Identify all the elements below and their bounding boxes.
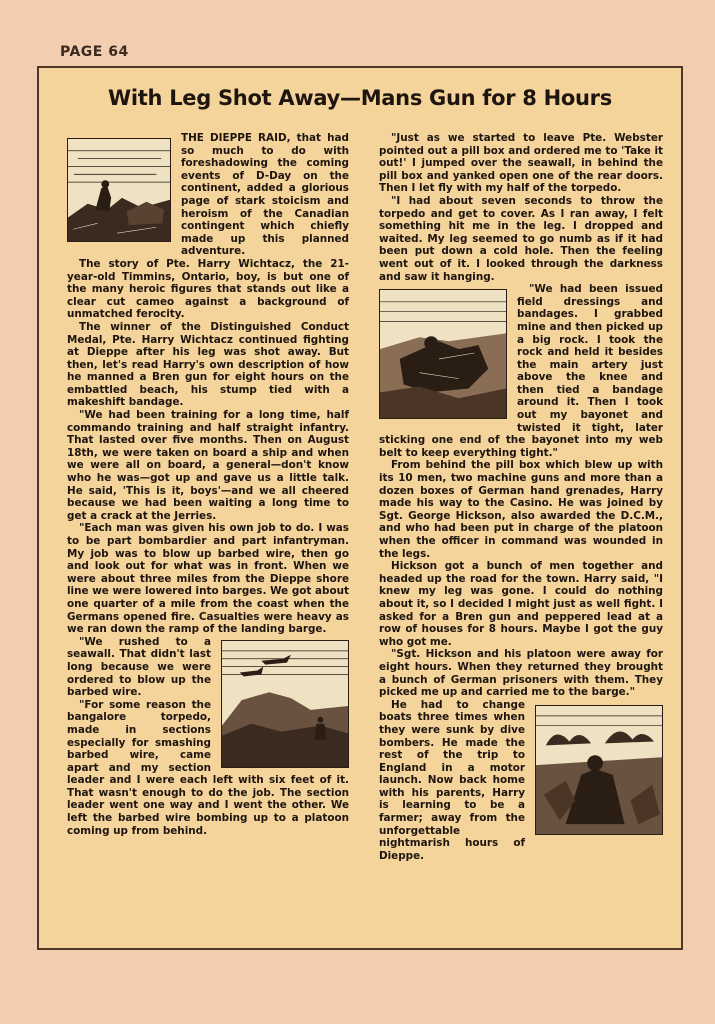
paragraph: "We had been training for a long time, half commando training and half straight infantry. That lasted over five months. Then on August 18th, we were taken on board a ship and when we were all on board, a general—don't know who he was—got up and gave us a little talk. He said, 'This is it, boys'—and we all cheered because we had been waiting a long time to get a crack at the Jerries. xyxy=(67,409,349,522)
paragraph: "Just as we started to leave Pte. Webster pointed out a pill box and ordered me to 'Take it out!' I jumped over the seawall, in behind the pill box and yanked open one of the rear doors. Then I let fly with my half of the torpedo. xyxy=(379,132,663,195)
illustration-soldier-rocks xyxy=(67,138,171,242)
illustration-wounded-soldier xyxy=(379,289,507,419)
right-column xyxy=(379,132,663,862)
paragraph: "We rushed to a seawall. That didn't last long because we were ordered to blow up the barbed wire. xyxy=(67,635,211,699)
paragraph: From behind the pill box which blew up with its 10 men, two machine guns and more than a dozen boxes of German hand grenades, Harry made his way to the Casino. He was joined by Sgt. George Hickson, also awarded the D.C.M., and who had been put in charge of the platoon when the officer in command was wounded in the legs. xyxy=(379,459,663,560)
paragraph: The winner of the Distinguished Conduct Medal, Pte. Harry Wichtacz continued fighting at Dieppe after his leg was shot away. But then, let's read Harry's own description of how he manned a Bren gun for eight hours on the embattled beach, his stump tied with a makeshift bandage. xyxy=(67,320,349,409)
paragraph: "We had been issued field dressings and bandages. I grabbed mine and then picked up a big rock. I took the rock and held it besides the main artery just above the knee and then tied a bandage around it. Then I took out my bayonet and twisted it tight, later sticking one end of the bayonet into my web belt to keep everything tight." xyxy=(379,283,663,459)
paragraph: Hickson got a bunch of men together and headed up the road for the town. Harry said, "I knew my leg was gone. I could do nothing about it, so I decided I might just as well fight. I asked for a Bren gun and peppered lead at a row of houses for 8 hours. Maybe I got the guy who got me. xyxy=(379,560,663,648)
article-panel xyxy=(37,66,683,950)
illustration-soldiers-trees xyxy=(535,705,663,835)
paragraph: "Sgt. Hickson and his platoon were away for eight hours. When they returned they brought a bunch of German prisoners with them. They picked me up and carried me to the barge." xyxy=(379,648,663,699)
left-column xyxy=(67,132,349,837)
page-number: PAGE 64 xyxy=(60,44,129,60)
article-headline: With Leg Shot Away—Mans Gun for 8 Hours xyxy=(108,86,612,110)
paragraph: THE DIEPPE RAID, that had so much to do with foreshadowing the coming events of D-Day on the continent, added a glorious page of stark stoicism and heroism of the Canadian contingent which chiefly made up this planned adventure. xyxy=(181,132,349,258)
paragraph: The story of Pte. Harry Wichtacz, the 21-year-old Timmins, Ontario, boy, is but one of the many heroic figures that stands out like a clear cut cameo against a background of unmatched ferocity. xyxy=(67,257,349,321)
paragraph: "For some reason the bangalore torpedo, made in sections especially for smashing barbed wire, came apart and my section leader and I were each left with six feet of it. That wasn't enough to do the job. The section leader went one way and I went the other. We left the barbed wire bombing up to a platoon coming up from behind. xyxy=(67,698,349,837)
paragraph: He had to change boats three times when they were sunk by dive bombers. He made the rest of the trip to England in a motor launch. Now back home with his parents, Harry is learning to be a farmer; away from the unforgettable nightmarish hours of Dieppe. xyxy=(379,698,525,862)
illustration-planes-beach xyxy=(221,640,349,768)
paragraph: "Each man was given his own job to do. I was to be part bombardier and part infantryman. My job was to blow up barbed wire, then go and look out for what was in front. When we were about three miles from the Dieppe shore line we were lowered into barges. We got about one quarter of a mile from the coast when the Germans opened fire. Casualties were heavy as we ran down the ramp of the landing barge. xyxy=(67,522,349,636)
paragraph: "I had about seven seconds to throw the torpedo and get to cover. As I ran away, I felt something hit me in the leg. I dropped and waited. My leg seemed to go numb as if it had been put down a cold hole. Then the feeling went out of it. I looked through the darkness and saw it hanging. xyxy=(379,194,663,283)
